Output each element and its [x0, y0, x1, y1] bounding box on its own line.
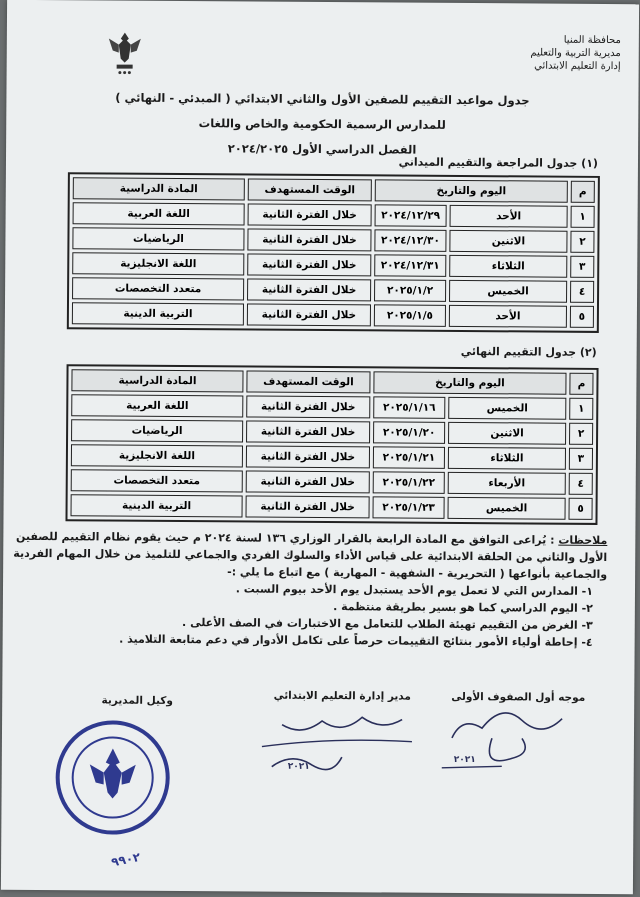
field-review-table: [67, 172, 600, 333]
doc-title: جدول مواعيد التقييم للصفين الأول والثاني الابتدائي ( المبدئي - النهائي ): [115, 90, 530, 108]
doc-term: الفصل الدراسي الأول ٢٠٢٤/٢٠٢٥: [227, 141, 417, 157]
signature-title-third: وكيل المديرية: [101, 694, 173, 707]
row-date: ٢٠٢٥/١/٥: [374, 304, 446, 327]
table2-caption: (٢) جدول التقييم النهائي: [460, 344, 597, 359]
signature-second-mark: [252, 707, 423, 788]
row-subject: التربية الدينية: [71, 494, 243, 517]
row-num: ٥: [570, 306, 594, 328]
row-date: ٢٠٢٥/١/٢٣: [373, 496, 445, 519]
row-day: الاثنين: [449, 230, 567, 253]
signature-title-second: مدير إدارة التعليم الابتدائي: [273, 689, 411, 703]
department: إدارة التعليم الابتدائي: [534, 60, 621, 73]
row-subject: الرياضيات: [72, 227, 244, 250]
table-row: [71, 394, 593, 420]
notes-intro: : يُراعى التوافق مع المادة الرابعة بالقرار الوزاري ١٣٦ لسنة ٢٠٢٤ م حيث يقوم نظام التقييم للصفين الأول والثاني من الحلقة الابتدائية على قياس الأداء والسلوك الفردي والجماعي للتلميذ من خلال المهام الفردية والجماعية بأنواعها ( التحريرية - الشفهية - المهارية ) مع اتباع ما يلي :-: [13, 529, 608, 582]
row-num: ٤: [569, 473, 593, 495]
table-row: [71, 419, 593, 445]
row-subject: اللغة العربية: [73, 202, 245, 225]
row-day: الثلاثاء: [448, 447, 566, 470]
row-date: ٢٠٢٥/١/٢٠: [373, 421, 445, 444]
signature-first-mark: [422, 708, 582, 779]
row-time: خلال الفترة الثانية: [246, 395, 370, 418]
row-day: الأربعاء: [448, 472, 566, 495]
row-subject: اللغة الانجليزية: [72, 252, 244, 275]
table-row: [72, 302, 594, 328]
directorate: مديرية التربية والتعليم: [530, 47, 621, 60]
row-num: ١: [569, 398, 593, 420]
notes-list: [13, 579, 593, 651]
row-day: الخميس: [449, 280, 567, 303]
row-time: خلال الفترة الثانية: [247, 228, 371, 251]
row-day: الخميس: [448, 497, 566, 520]
stamp-number: ٩٩٠٢: [110, 849, 142, 870]
row-day: الثلاثاء: [449, 255, 567, 278]
row-day: الاثنين: [448, 422, 566, 445]
row-date: ٢٠٢٤/١٢/٣١: [374, 254, 446, 277]
handwritten-date-second: ٢٠٢١: [287, 761, 310, 772]
row-date: ٢٠٢٤/١٢/٣٠: [374, 229, 446, 252]
row-subject: الرياضيات: [71, 419, 243, 442]
row-date: ٢٠٢٥/١/١٦: [373, 396, 445, 419]
note-item: ٣- الغرض من التقييم تهيئة الطلاب للتعامل مع الاختبارات في الصف الأعلى .: [182, 616, 593, 632]
col-num: م: [569, 373, 593, 395]
row-num: ٥: [568, 498, 592, 520]
governorate: محافظة المنيا: [563, 34, 621, 47]
doc-subtitle: للمدارس الرسمية الحكومية والخاص واللغات: [198, 116, 446, 132]
note-item: ٢- اليوم الدراسي كما هو بسير بطريقة منتظمة .: [333, 600, 593, 615]
row-time: خلال الفترة الثانية: [247, 303, 371, 326]
row-num: ٢: [570, 231, 594, 253]
row-time: خلال الفترة الثانية: [246, 495, 370, 518]
row-day: الخميس: [448, 397, 566, 420]
table-row: [72, 252, 594, 278]
official-seal-icon: [53, 718, 172, 837]
row-time: خلال الفترة الثانية: [246, 470, 370, 493]
row-date: ٢٠٢٤/١٢/٢٩: [375, 204, 447, 227]
table-row: [71, 494, 593, 520]
row-num: ٤: [570, 281, 594, 303]
col-day-date: اليوم والتاريخ: [373, 371, 566, 394]
issuer-header: [530, 33, 621, 73]
col-day-date: اليوم والتاريخ: [375, 179, 568, 202]
notes-block: [13, 528, 608, 651]
final-assessment-table: [65, 364, 598, 525]
table-header-row: [73, 177, 595, 203]
row-subject: التربية الدينية: [72, 302, 244, 325]
document-page: [1, 0, 639, 894]
svg-text:● ● ●: ● ● ●: [118, 69, 132, 75]
table-row: [71, 469, 593, 495]
row-time: خلال الفترة الثانية: [247, 253, 371, 276]
row-date: ٢٠٢٥/١/٢٢: [373, 471, 445, 494]
table-row: [72, 227, 594, 253]
row-time: خلال الفترة الثانية: [246, 445, 370, 468]
notes-label: ملاحظات: [558, 533, 608, 548]
row-subject: متعدد التخصصات: [71, 469, 243, 492]
signature-title-first: موجه أول الصفوف الأولى: [451, 690, 586, 704]
row-subject: متعدد التخصصات: [72, 277, 244, 300]
col-time: الوقت المستهدف: [248, 178, 372, 201]
table-header-row: [71, 369, 593, 395]
table1-caption: (١) جدول المراجعة والتقييم الميداني: [398, 155, 599, 170]
note-item: ١- المدارس التي لا تعمل يوم الأحد يستبدل يوم الأحد بيوم السبت .: [235, 582, 594, 598]
row-day: الأحد: [450, 205, 568, 228]
row-num: ١: [571, 206, 595, 228]
col-subject: المادة الدراسية: [73, 177, 245, 200]
row-time: خلال الفترة الثانية: [246, 420, 370, 443]
row-num: ٣: [570, 256, 594, 278]
eagle-emblem-icon: [105, 28, 145, 74]
col-time: الوقت المستهدف: [246, 370, 370, 393]
handwritten-date-first: ٢٠٢١: [453, 754, 476, 766]
row-date: ٢٠٢٥/١/٢: [374, 279, 446, 302]
table-row: [73, 202, 595, 228]
row-date: ٢٠٢٥/١/٢١: [373, 446, 445, 469]
row-day: الأحد: [449, 305, 567, 328]
row-time: خلال الفترة الثانية: [248, 203, 372, 226]
col-num: م: [571, 181, 595, 203]
row-num: ٢: [569, 423, 593, 445]
table-row: [72, 277, 594, 303]
row-subject: اللغة الانجليزية: [71, 444, 243, 467]
table-row: [71, 444, 593, 470]
row-time: خلال الفترة الثانية: [247, 278, 371, 301]
note-item: ٤- إحاطة أولياء الأمور بنتائج التقييمات حرصاً على تكامل الأدوار في دعم متابعة التلاميذ .: [119, 632, 593, 649]
col-subject: المادة الدراسية: [71, 369, 243, 392]
row-subject: اللغة العربية: [71, 394, 243, 417]
row-num: ٣: [569, 448, 593, 470]
